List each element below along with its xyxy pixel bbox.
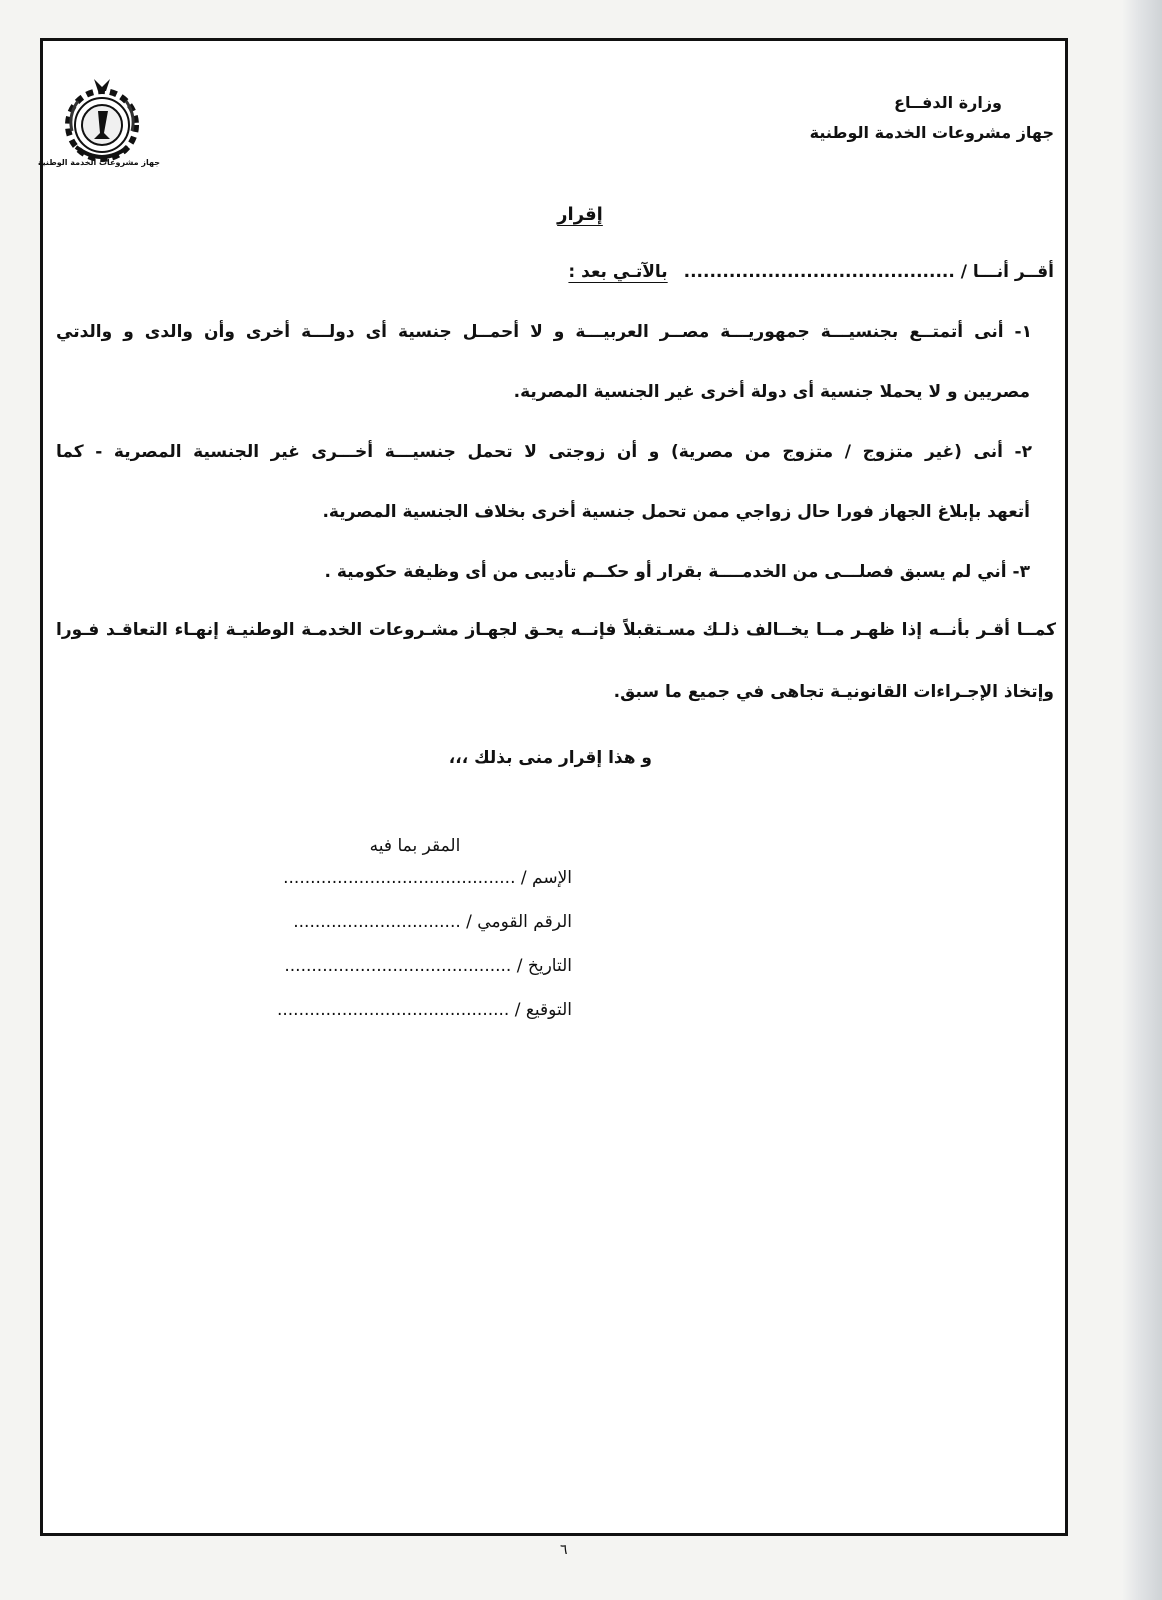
page-edge-shadow [1122, 0, 1162, 1600]
logo-caption: جهاز مشروعات الخدمة الوطنية [37, 158, 160, 167]
signatory-title: المقر بما فيه [369, 836, 461, 856]
date-field: التاريخ / .......................................... [284, 956, 572, 976]
clause-1-line-2: مصريين و لا يحملا جنسية أى دولة أخرى غير الجنسية المصرية. [513, 382, 1030, 402]
national-id-field: الرقم القومي / ............................... [293, 912, 572, 932]
clause-1-line-1: ١- أنى أتمتــع بجنسيـــة جمهوريـــة مصــر العربيـــة و لا أحمــل جنسية أى دولـــة أخرى وأن والدى و والدتي [56, 322, 1032, 342]
letterhead [810, 88, 1054, 148]
clause-2-line-2: أتعهد بإبلاغ الجهاز فورا حال زواجي ممن تحمل جنسية أخرى بخلاف الجنسية المصرية. [322, 502, 1030, 522]
document-title: إقرار [557, 204, 603, 225]
declaration-end: و هذا إقرار منى بذلك ،،، [448, 748, 652, 768]
page-number: ٦ [560, 1542, 568, 1558]
intro-suffix: بالآتـي بعد : [568, 262, 668, 282]
ministry-name: وزارة الدفــاع [894, 93, 1002, 112]
name-field: الإسم / ........................................... [283, 868, 572, 888]
closing-line-2: وإتخاذ الإجـراءات القانونيـة تجاهى في جميع ما سبق. [613, 682, 1054, 702]
clause-3-line-1: ٣- أني لم يسبق فصلـــى من الخدمــــة بقرار أو حكــم تأديبى من أى وظيفة حكومية . [324, 562, 1030, 582]
intro-line [568, 262, 1054, 282]
intro-label: أقــر أنـــا / .......................................... [683, 262, 1054, 282]
agency-name: جهاز مشروعات الخدمة الوطنية [809, 123, 1054, 142]
clause-2-line-1: ٢- أنى (غير متزوج / متزوج من مصرية) و أن زوجتى لا تحمل جنسيـــة أخـــرى غير الجنسية المصرية - كما [56, 442, 1032, 462]
closing-line-1: كمــا أقـر بأنــه إذا ظهـر مــا يخــالف ذلـك مسـتقبلاً فإنــه يحـق لجهـاز مشـروعات الخدمـة الوطنيـة إنهـاء التعاقـد فـورا [56, 620, 1056, 640]
signature-field: التوقيع / ........................................... [276, 1000, 572, 1020]
